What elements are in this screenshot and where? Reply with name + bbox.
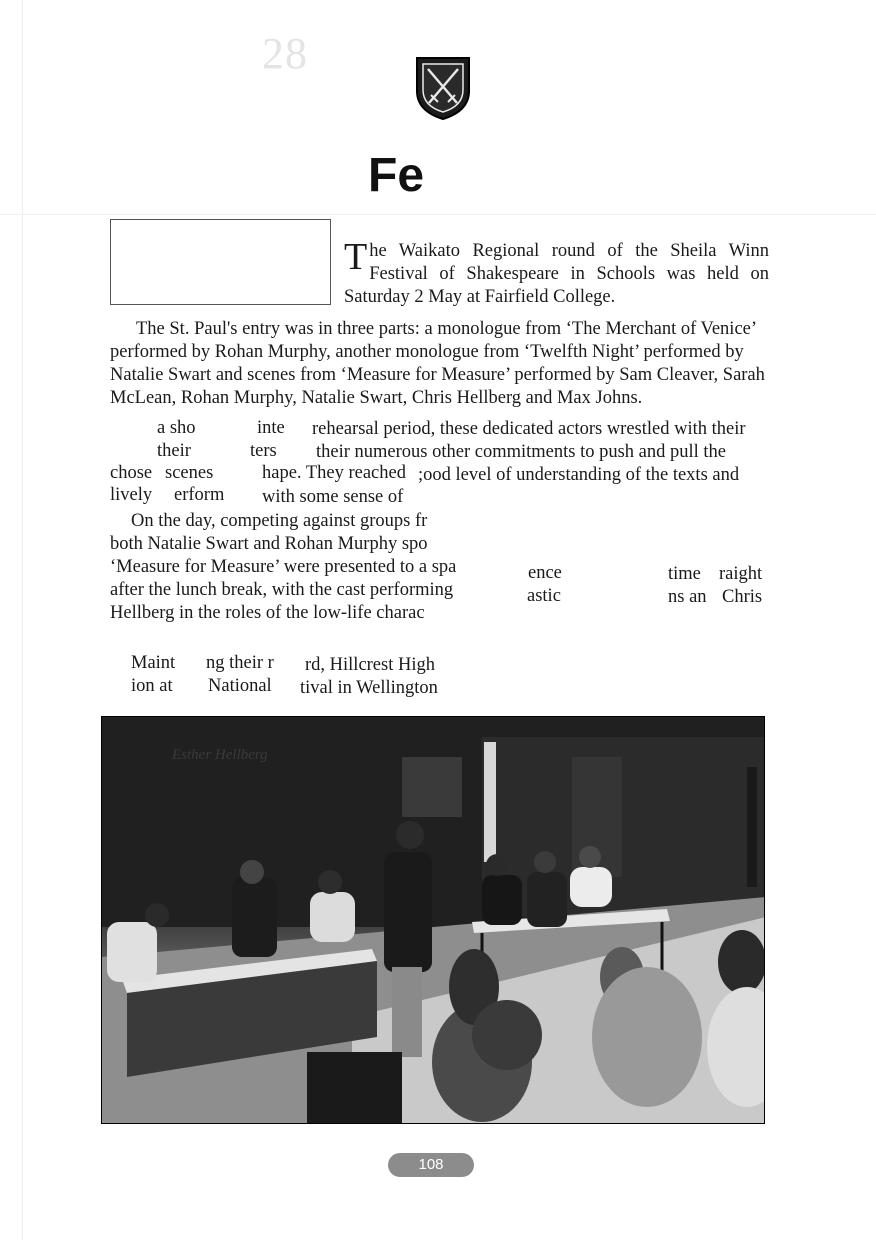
text-fragment: Hellberg in the roles of the low-life charac [110,603,425,623]
text-fragment: astic [527,586,561,606]
text-fragment: ence [528,563,562,583]
photo-credit: Esther Hellberg [172,747,268,763]
text-fragment: ng their r [206,653,274,673]
text-fragment: inte [257,418,285,438]
drop-cap: T [344,236,368,278]
text-fragment: On the day, competing against groups fr [131,511,428,531]
text-fragment: a sho [157,418,196,438]
text-fragment: after the lunch break, with the cast performing [110,580,454,600]
header-divider [0,214,876,215]
text-fragment: ion at [131,676,173,696]
text-fragment: tival in Wellington [300,678,438,698]
text-fragment: ters [250,441,277,461]
issue-number: 28 [262,29,308,78]
text-fragment: raight [719,564,763,584]
intro-paragraph [344,236,769,309]
text-fragment: erform [174,485,225,505]
text-fragment: Maint [131,653,176,673]
text-fragment: time [668,564,701,584]
text-fragment: lively [110,485,153,505]
caption-box [110,219,331,305]
school-crest-icon [414,55,472,121]
text-fragment: scenes [165,463,214,483]
page-gutter [22,0,23,1240]
text-fragment: rd, Hillcrest High [305,655,435,675]
text-fragment: ‘Measure for Measure’ were presented to a spa [110,557,457,577]
text-fragment: ns an [668,587,707,607]
text-fragment: National [208,676,272,696]
text-fragment: ;ood level of understanding of the texts and [418,465,740,485]
text-fragment: Chris [722,587,763,607]
photo-scene [102,717,765,1124]
performance-photo [101,716,765,1124]
text-fragment: rehearsal period, these dedicated actors wrestled with their [312,419,746,439]
text-fragment: hape. They reached [262,463,406,483]
intro-text: he Waikato Regional round of the Sheila Winn Festival of Shakespeare in Schools was held on Saturday 2 May at Fairfield College. [344,241,769,307]
page-title: Fe [368,149,425,202]
text-fragment: with some sense of [262,487,404,507]
text-fragment: their numerous other commitments to push and pull the [316,442,727,462]
text-fragment: both Natalie Swart and Rohan Murphy spo [110,534,428,554]
entry-paragraph: The St. Paul's entry was in three parts: a monologue from ‘The Merchant of Venice’ performed by Rohan Murphy, another monologue from ‘Twelfth Night’ performed by Natalie Swart and scenes from ‘Measure for Measure’ performed by Sam Cleaver, Sarah McLean, Rohan Murphy, Natalie Swart, Chris Hellberg and Max Johns. [110,319,765,408]
text-fragment: chose [110,463,153,483]
text-fragment: their [157,441,191,461]
page-number: 108 [388,1153,474,1177]
